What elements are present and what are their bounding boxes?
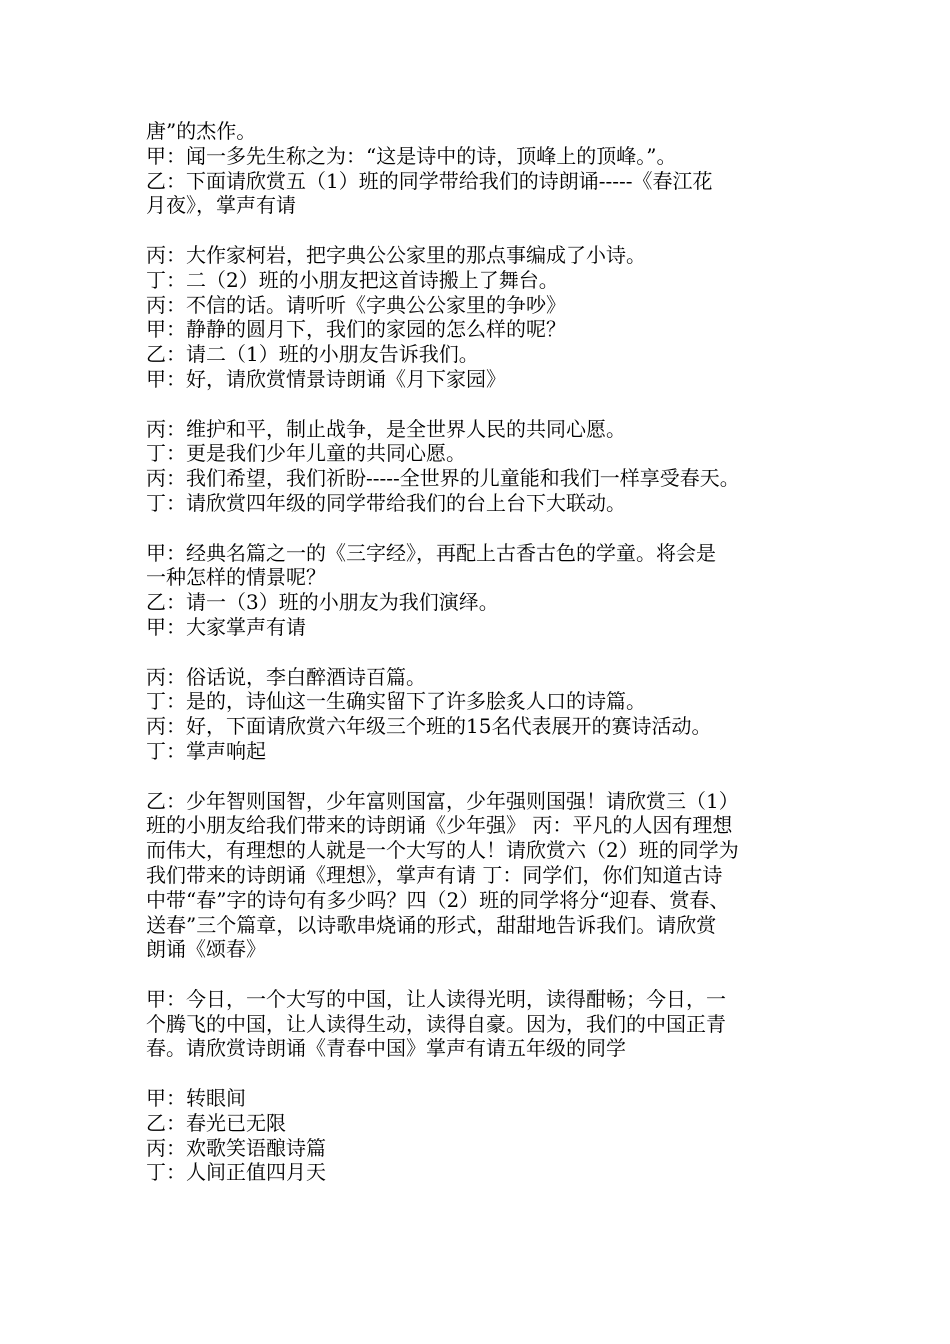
text-line: 乙：少年智则国智，少年富则国富，少年强则国强！请欣赏三（1） [146,788,739,813]
text-line: 丙：俗话说，李白醉酒诗百篇。 [146,664,426,689]
document-body [146,119,836,1210]
text-line: 朗诵《颂春》 [146,937,266,962]
text-line: 甲：闻一多先生称之为：“这是诗中的诗，顶峰上的顶峰。”。 [146,143,677,168]
text-line: 丙：大作家柯岩，把字典公公家里的那点事编成了小诗。 [146,242,646,267]
text-line: 中带“春”字的诗句有多少吗？四（2）班的同学将分“迎春、赏春、 [146,887,730,912]
text-line: 丁：是的，诗仙这一生确实留下了许多脍炙人口的诗篇。 [146,689,646,714]
text-line: 丙：我们希望，我们祈盼-----全世界的儿童能和我们一样享受春天。 [146,466,740,491]
text-line: 甲：好，请欣赏情景诗朗诵《月下家园》 [146,366,506,391]
text-line: 班的小朋友给我们带来的诗朗诵《少年强》 丙：平凡的人因有理想 [146,813,733,838]
text-line: 一种怎样的情景呢？ [146,565,326,590]
text-line: 乙：下面请欣赏五（1）班的同学带给我们的诗朗诵-----《春江花 [146,168,713,193]
text-line: 丁：请欣赏四年级的同学带给我们的台上台下大联动。 [146,490,626,515]
text-line: 丁：二（2）班的小朋友把这首诗搬上了舞台。 [146,267,559,292]
text-line: 甲：大家掌声有请 [146,614,306,639]
text-line: 乙：请二（1）班的小朋友告诉我们。 [146,342,479,367]
text-line: 丁：人间正值四月天 [146,1160,326,1185]
text-line: 送春”三个篇章，以诗歌串烧诵的形式，甜甜地告诉我们。请欣赏 [146,912,717,937]
text-line: 丙：好，下面请欣赏六年级三个班的15名代表展开的赛诗活动。 [146,714,712,739]
text-line: 甲：转眼间 [146,1086,246,1111]
text-line: 甲：静静的圆月下，我们的家园的怎么样的呢？ [146,317,566,342]
text-line: 个腾飞的中国，让人读得生动，读得自豪。因为，我们的中国正青 [146,1011,726,1036]
text-line: 甲：今日，一个大写的中国，让人读得光明，读得酣畅；今日，一 [146,986,726,1011]
paragraph-2 [146,243,836,392]
text-line: 唐”的杰作。 [146,119,257,143]
text-line: 春。请欣赏诗朗诵《青春中国》掌声有请五年级的同学 [146,1036,626,1061]
text-line: 我们带来的诗朗诵《理想》，掌声有请 丁：同学们，你们知道古诗 [146,862,723,887]
text-line: 丙：不信的话。请听听《字典公公家里的争吵》 [146,292,566,317]
text-line: 丙：欢歌笑语酿诗篇 [146,1135,326,1160]
paragraph-6 [146,789,836,963]
paragraph-5 [146,665,836,764]
text-line: 月夜》，掌声有请 [146,193,296,218]
text-line: 乙：春光已无限 [146,1110,286,1135]
text-line: 甲：经典名篇之一的《三字经》，再配上古香古色的学童。将会是 [146,540,716,565]
paragraph-1 [146,119,836,218]
paragraph-4 [146,541,836,640]
text-line: 丁：掌声响起 [146,738,266,763]
paragraph-3 [146,417,836,516]
text-line: 丙：维护和平，制止战争，是全世界人民的共同心愿。 [146,416,626,441]
text-line: 而伟大，有理想的人就是一个大写的人！请欣赏六（2）班的同学为 [146,838,739,863]
paragraph-8 [146,1086,836,1185]
text-line: 乙：请一（3）班的小朋友为我们演绎。 [146,590,499,615]
paragraph-7 [146,987,836,1061]
text-line: 丁：更是我们少年儿童的共同心愿。 [146,441,466,466]
